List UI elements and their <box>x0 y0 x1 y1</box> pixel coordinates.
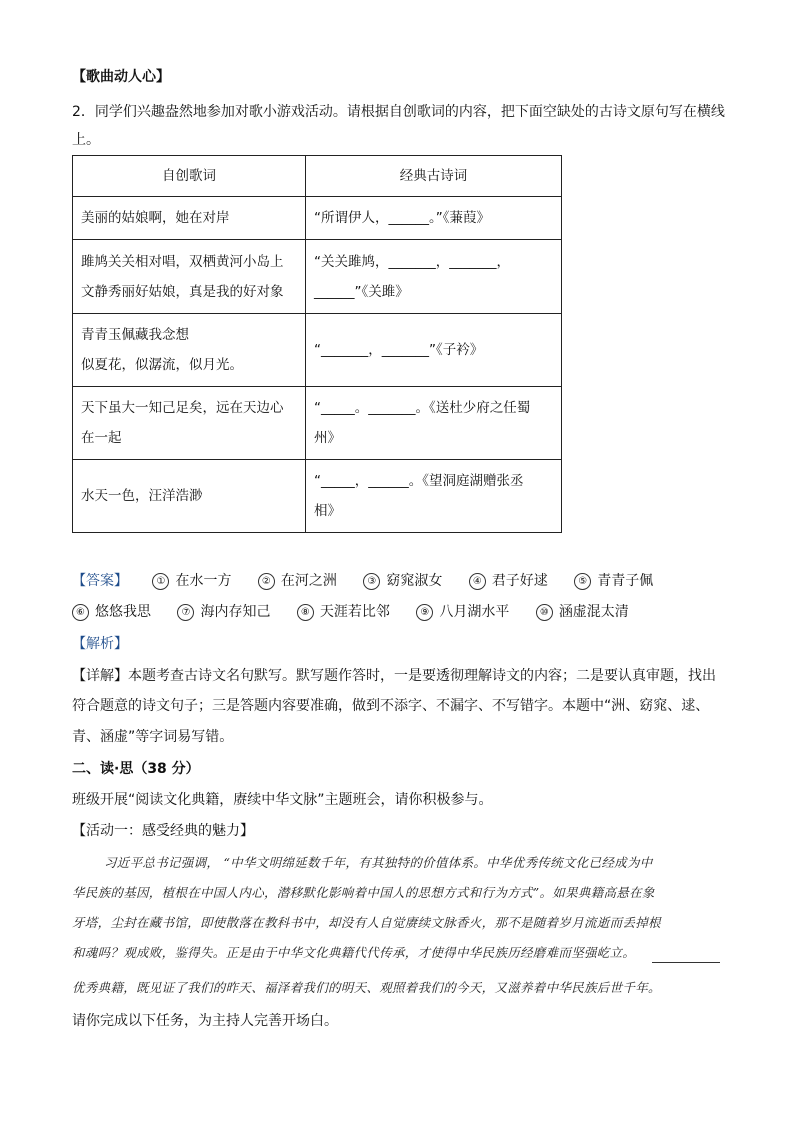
lyric-cell: 雎鸠关关相对唱，双栖黄河小岛上 文静秀丽好姑娘，真是我的好对象 <box>73 240 306 314</box>
detail-line: 【详解】本题考查古诗文名句默写。默写题作答时，一是要透彻理解诗文的内容；二是要认真审题，找出 <box>72 668 716 684</box>
activity-1-heading: 【活动一：感受经典的魅力】 <box>72 823 254 839</box>
poem-cell: “_____，______。《望洞庭湖赠张丞 相》 <box>306 460 562 533</box>
answer-item: ⑦ 海内存知己 <box>177 601 270 621</box>
answers-row-1 <box>72 570 653 590</box>
table-row <box>73 197 562 240</box>
lyric-cell: 天下虽大一知己足矣，远在天边心 在一起 <box>73 387 306 460</box>
table-row <box>73 460 562 533</box>
answer-item: ⑥ 悠悠我思 <box>72 601 151 621</box>
lyric-cell: 美丽的姑娘啊，她在对岸 <box>73 197 306 240</box>
section-heading-song: 【歌曲动人心】 <box>72 69 170 85</box>
handwritten-line: 和魂吗？观成败，鉴得失。正是由于中华文化典籍代代传承，才使得中华民族历经磨难而坚强屹立。 <box>72 945 636 960</box>
answer-item: ① 在水一方 <box>152 570 231 590</box>
answer-item: ④ 君子好逑 <box>469 570 548 590</box>
header-classic-poems: 经典古诗词 <box>306 156 562 197</box>
answer-item: ② 在河之洲 <box>258 570 337 590</box>
handwritten-line: 华民族的基因，植根在中国人内心，潜移默化影响着中国人的思想方式和行为方式”。如果典籍高悬在象 <box>72 885 655 900</box>
table-row <box>73 240 562 314</box>
table-row <box>73 314 562 387</box>
poem-cell: “关关雎鸠，_______，_______， ______”《关雎》 <box>306 240 562 314</box>
lyric-cell: 青青玉佩藏我念想 似夏花，似潺流，似月光。 <box>73 314 306 387</box>
handwritten-line: 习近平总书记强调， “中华文明绵延数千年，有其独特的价值体系。中华优秀传统文化已经成为中 <box>104 855 653 870</box>
poem-cell: “所谓伊人，______。”《蒹葭》 <box>306 197 562 240</box>
answer-label: 【答案】 <box>72 573 128 589</box>
section-2-title: 二、读·思（38 分） <box>72 761 200 777</box>
section-2-intro: 班级开展“阅读文化典籍，赓续中华文脉”主题班会，请你积极参与。 <box>72 792 493 808</box>
answer-item: ⑩ 涵虚混太清 <box>536 601 629 621</box>
handwritten-line: 优秀典籍，既见证了我们的昨天、福泽着我们的明天、观照着我们的今天，又滋养着中华民族后世千年。 <box>72 980 661 995</box>
answer-underline <box>652 962 720 963</box>
handwritten-line: 牙塔，尘封在藏书馆，即使散落在教科书中，却没有人自觉赓续文脉香火，那不是随着岁月流逝而丢掉根 <box>72 915 661 930</box>
poem-cell: “_______，_______”《子衿》 <box>306 314 562 387</box>
answer-item: ⑨ 八月湖水平 <box>416 601 509 621</box>
poem-table <box>72 155 562 533</box>
answer-item: ③ 窈窕淑女 <box>363 570 442 590</box>
header-lyrics: 自创歌词 <box>73 156 306 197</box>
lyric-cell: 水天一色，汪洋浩渺 <box>73 460 306 533</box>
table-header-row <box>73 156 562 197</box>
table-row <box>73 387 562 460</box>
question-2-line-2: 上。 <box>72 132 100 148</box>
question-2-line-1: 2．同学们兴趣盎然地参加对歌小游戏活动。请根据自创歌词的内容，把下面空缺处的古诗文原句写在横线 <box>72 104 725 120</box>
answers-row-2 <box>72 601 651 621</box>
final-instruction: 请你完成以下任务，为主持人完善开场白。 <box>72 1013 338 1029</box>
answer-item: ⑤ 青青子佩 <box>574 570 653 590</box>
detail-line: 青、涵虚”等字词易写错。 <box>72 729 234 745</box>
answer-item: ⑧ 天涯若比邻 <box>297 601 390 621</box>
poem-cell: “_____。_______。《送杜少府之任蜀 州》 <box>306 387 562 460</box>
detail-line: 符合题意的诗文句子；三是答题内容要准确，做到不添字、不漏字、不写错字。本题中“洲、窈窕、逑、 <box>72 698 710 714</box>
analysis-label: 【解析】 <box>72 636 128 652</box>
